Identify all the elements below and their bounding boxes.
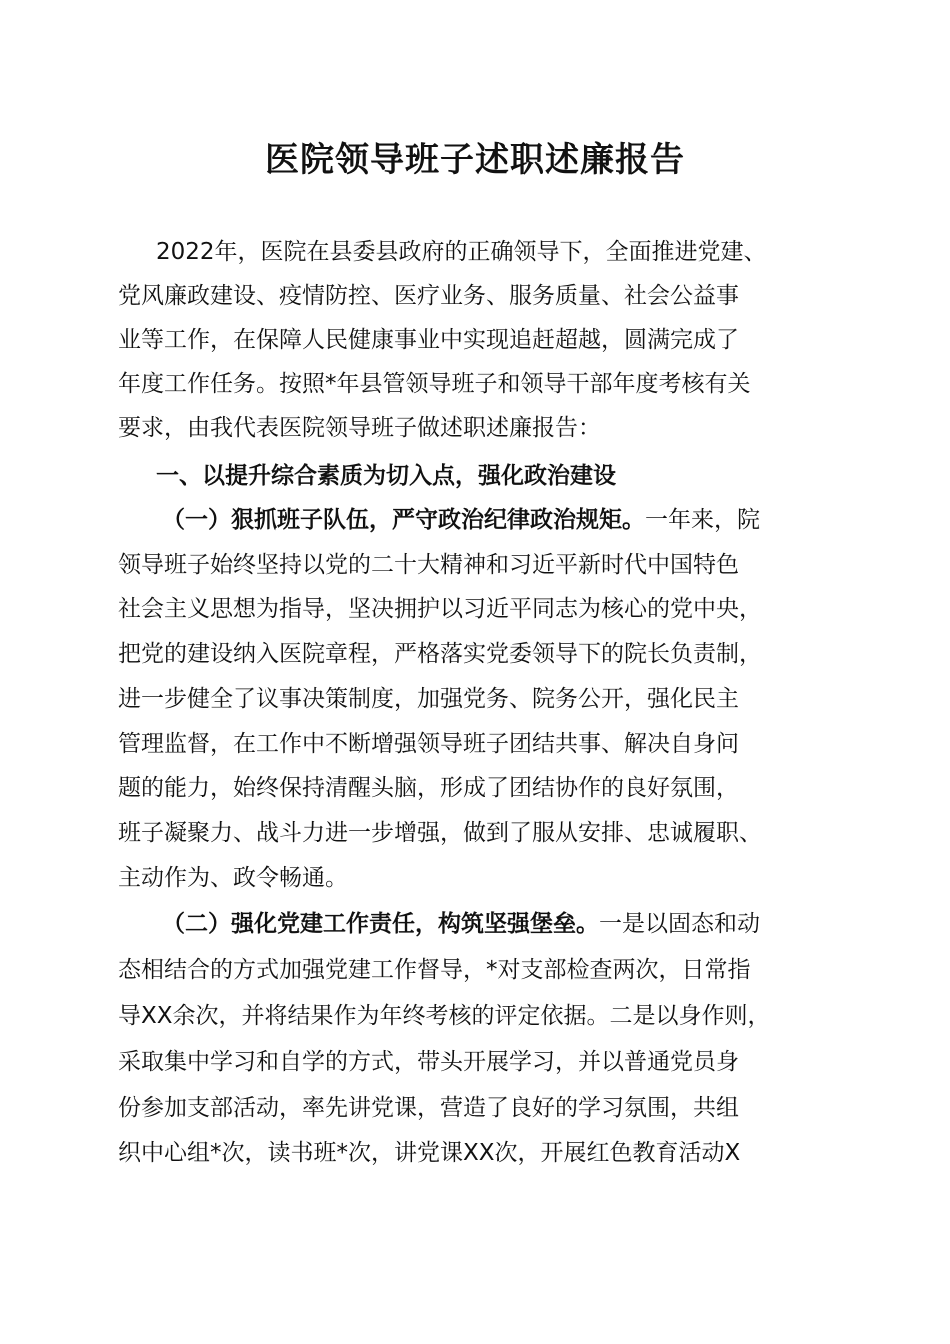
sub1-line: 把党的建设纳入医院章程，严格落实党委领导下的院长负责制， (118, 641, 762, 667)
sub1-line: 主动作为、政令畅通。 (118, 865, 348, 891)
sub1-first-line (162, 505, 760, 535)
sub2-line: 采取集中学习和自学的方式，带头开展学习，并以普通党员身 (118, 1049, 739, 1075)
sub1-line: 进一步健全了议事决策制度，加强党务、院务公开，强化民主 (118, 686, 739, 712)
sub2-first-line-rest: 一是以固态和动 (599, 911, 760, 937)
intro-line-2: 党风廉政建设、疫情防控、医疗业务、服务质量、社会公益事 (118, 283, 739, 309)
section-heading-1: 一、以提升综合素质为切入点，强化政治建设 (156, 463, 616, 489)
intro-line-5: 要求，由我代表医院领导班子做述职述廉报告： (118, 415, 601, 441)
sub1-first-line-rest: 一年来，院 (645, 507, 760, 533)
sub2-line: 份参加支部活动，率先讲党课，营造了良好的学习氛围，共组 (118, 1095, 739, 1121)
sub2-line: 态相结合的方式加强党建工作督导，*对支部检查两次，日常指 (118, 957, 751, 983)
sub1-line: 管理监督，在工作中不断增强领导班子团结共事、解决自身问 (118, 731, 739, 757)
document-title: 医院领导班子述职述廉报告 (265, 140, 685, 180)
sub1-line: 领导班子始终坚持以党的二十大精神和习近平新时代中国特色 (118, 552, 739, 578)
sub2-lead: （二）强化党建工作责任，构筑坚强堡垒。 (162, 911, 599, 937)
sub1-line: 班子凝聚力、战斗力进一步增强，做到了服从安排、忠诚履职、 (118, 820, 762, 846)
sub2-first-line (162, 909, 760, 939)
intro-line-4: 年度工作任务。按照*年县管领导班子和领导干部年度考核有关 (118, 371, 751, 397)
intro-line-1: 2022年，医院在县委县政府的正确领导下，全面推进党建、 (156, 239, 767, 265)
sub1-line: 社会主义思想为指导，坚决拥护以习近平同志为核心的党中央， (118, 596, 762, 622)
sub2-line: 织中心组*次，读书班*次，讲党课XX次，开展红色教育活动X (118, 1140, 741, 1166)
sub1-line: 题的能力，始终保持清醒头脑，形成了团结协作的良好氛围， (118, 775, 739, 801)
sub2-line: 导XX余次，并将结果作为年终考核的评定依据。二是以身作则， (118, 1003, 771, 1029)
sub1-lead: （一）狠抓班子队伍，严守政治纪律政治规矩。 (162, 507, 645, 533)
document-body (118, 0, 838, 1344)
intro-line-3: 业等工作，在保障人民健康事业中实现追赶超越，圆满完成了 (118, 327, 739, 353)
